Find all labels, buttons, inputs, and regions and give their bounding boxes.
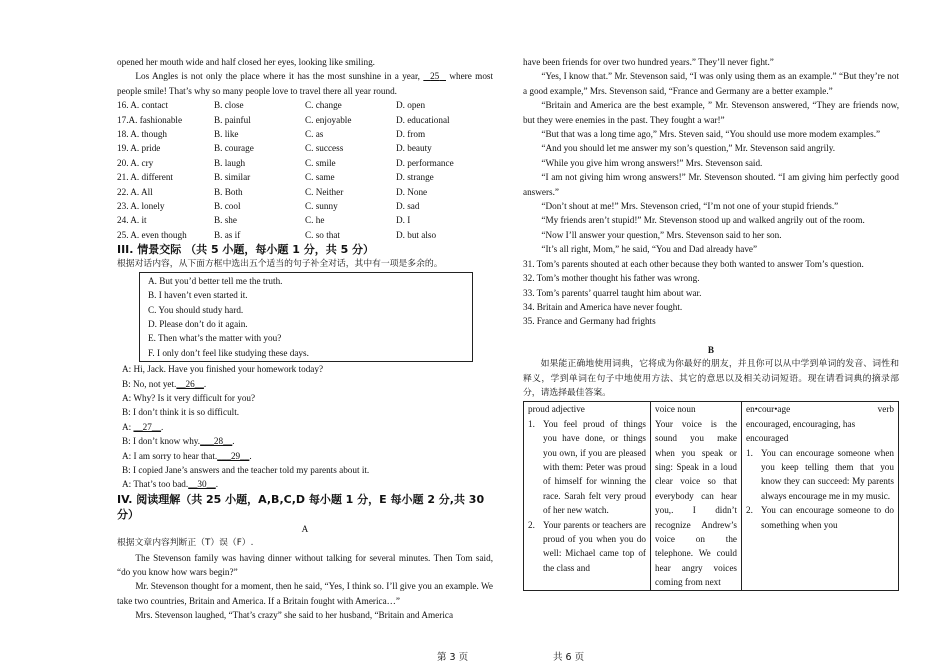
sense-text: Your parents or teachers are proud of you when you do well: Michael came top of the class and xyxy=(543,519,646,573)
option-row xyxy=(117,213,493,227)
story-paragraph: Mr. Stevenson thought for a moment, then he said, “Yes, I think so. I’ll give you an example. We take two countries, Britain and America. If a Britain fought with America…” xyxy=(117,581,493,606)
answer-blank: __30__ xyxy=(188,479,216,490)
options-box xyxy=(139,272,473,362)
option-cell: B. painful xyxy=(214,114,251,125)
story-paragraph: “My friends aren’t stupid!” Mr. Stevenson stood up and walked angrily out of the room. xyxy=(541,215,865,226)
answer-blank: ___29__ xyxy=(217,450,250,461)
option-row xyxy=(117,228,493,242)
story-paragraph: “Yes, I know that.” Mr. Stevenson said, “I was only using them as an example.” “But they’re not a good example,” Mrs. Stevenson said, “France and Germany are a better example.” xyxy=(523,71,899,96)
option-cell: 20. A. cry xyxy=(117,157,154,168)
entry-voice: voice noun Your voice is the sound you make when you speak or sing: Speak in a loud clear voice so that everybody can hear you,. I didn’t recognize Andrew’s voice on the telephone. We could hear angry voices coming from next xyxy=(651,402,742,590)
option-row xyxy=(117,156,493,170)
answer-blank: __26__ xyxy=(176,378,204,389)
answer-blank: __27__ xyxy=(133,421,162,432)
option-cell: C. enjoyable xyxy=(305,114,352,125)
option-cell: D. but also xyxy=(396,229,437,240)
passage-b-intro: 如果能正确地使用词典，它将成为你最好的朋友，并且你可以从中学到单词的发音、词性和释义，学到单词在句子中地使用方法、其它的意思以及相关动词短语。现在请看词典的摘录部分，请选择最佳答案。 xyxy=(523,359,899,398)
dialogue-text: B: I copied Jane’s answers and the teacher told my parents about it. xyxy=(122,464,370,475)
story-paragraph: “And you should let me answer my son’s question,” Mr. Stevenson said angrily. xyxy=(541,143,836,154)
story-paragraph: “Don’t shout at me!” Mrs. Stevenson cried, “I’m not one of your stupid friends.” xyxy=(541,201,839,212)
answer-blank: ___28__ xyxy=(200,436,233,447)
dictionary-table xyxy=(523,401,899,590)
cloze-options xyxy=(117,98,493,242)
box-option: F. I only don’t feel like studying these days. xyxy=(148,347,309,358)
dialogue-text: A: Why? Is it very difficult for you? xyxy=(122,392,256,403)
option-row xyxy=(117,170,493,184)
option-cell: C. success xyxy=(305,143,344,154)
dialogue-text: A: That’s too bad. xyxy=(122,479,189,490)
option-cell: 17.A. fashionable xyxy=(117,114,183,125)
option-cell: C. change xyxy=(305,100,342,111)
dialogue xyxy=(117,362,493,492)
passage-paragraph: Los Angles is not only the place where it has the most sunshine in a year, 25 where most people smile! That’s why so many people love to travel there all year round. xyxy=(117,71,494,96)
option-cell: B. she xyxy=(214,215,237,226)
option-cell: D. educational xyxy=(396,114,450,125)
option-cell: D. strange xyxy=(396,172,434,183)
option-row xyxy=(117,113,493,127)
option-cell: B. Both xyxy=(214,186,243,197)
question-item: 34. Britain and America have never fought. xyxy=(523,301,683,312)
option-cell: 23. A. lonely xyxy=(117,201,165,212)
option-row xyxy=(117,98,493,112)
option-cell: B. similar xyxy=(214,172,251,183)
dialogue-line xyxy=(122,362,493,376)
dialogue-text: B: No, not yet. xyxy=(122,378,177,389)
dictionary-sense xyxy=(746,503,894,532)
dialogue-punct: . xyxy=(232,436,235,447)
option-cell: D. performance xyxy=(396,157,454,168)
dialogue-punct: . xyxy=(161,421,164,432)
option-cell: B. like xyxy=(214,129,239,140)
option-cell: 25. A. even though xyxy=(117,229,187,240)
page-total: 共 6 页 xyxy=(553,652,585,663)
option-row xyxy=(117,141,493,155)
dialogue-line xyxy=(122,477,493,491)
page-number: 第 3 页 xyxy=(437,652,469,663)
option-row xyxy=(117,199,493,213)
option-cell: 24. A. it xyxy=(117,215,147,226)
question-item: 31. Tom’s parents shouted at each other because they both wanted to answer Tom’s question. xyxy=(523,258,864,269)
passage-continuation: opened her mouth wide and half closed her eyes, looking like smiling. xyxy=(117,57,375,67)
dialogue-punct: . xyxy=(249,450,252,461)
dictionary-sense xyxy=(528,518,646,576)
option-cell: D. from xyxy=(396,129,426,140)
right-column xyxy=(523,55,899,591)
option-cell: 16. A. contact xyxy=(117,100,169,111)
dialogue-line xyxy=(122,463,493,477)
story-paragraph: “I am not giving him wrong answers!” Mr. Stevenson shouted. “I am giving him perfectly good answers.” xyxy=(523,172,899,197)
dialogue-punct: . xyxy=(203,378,207,389)
section-3-instructions: 根据对话内容，从下面方框中选出五个适当的句子补全对话，其中有一项是多余的。 xyxy=(117,259,443,270)
question-item: 32. Tom’s mother thought his father was wrong. xyxy=(523,273,700,284)
sense-number: 1. xyxy=(528,418,535,429)
dictionary-sense xyxy=(528,417,646,518)
story-paragraph: The Stevenson family was having dinner without talking for several minutes. Then Tom said, “do you know how wars begin?” xyxy=(117,552,493,577)
story-continuation: have been friends for over two hundred years.” They’ll never fight.” xyxy=(523,57,774,67)
option-cell: 19. A. pride xyxy=(117,143,161,154)
dialogue-line xyxy=(122,377,493,391)
dialogue-text: A: I am sorry to hear that. xyxy=(122,450,218,461)
dialogue-line xyxy=(122,405,493,419)
box-option: D. Please don’t do it again. xyxy=(148,318,248,329)
option-row xyxy=(117,185,493,199)
story-paragraph: “But that was a long time ago,” Mrs. Steven said, “You should use more modem examples.” xyxy=(541,129,881,140)
story-passage-cont xyxy=(523,69,899,256)
option-cell: B. laugh xyxy=(214,157,246,168)
option-cell: C. same xyxy=(305,172,335,183)
option-cell: 22. A. All xyxy=(117,186,153,197)
section-3-title: III. 情景交际 （共 5 小题，每小题 1 分，共 5 分） xyxy=(117,243,375,257)
section-4-title: IV. 阅读理解（共 25 小题，A,B,C,D 每小题 1 分，E 每小题 2 分,共 30 分） xyxy=(117,492,485,521)
entry-proud: proud adjective 1. You feel proud of things you have done, or things you own, if you are pleased with them: Peter was proud of himself for winning the race. Sarah felt very proud of her new watch. 2. Your parents or teachers are proud of you when you do well: Michael came top of the class and xyxy=(524,402,651,590)
dialogue-punct: . xyxy=(215,479,219,490)
option-cell: D. I xyxy=(396,215,411,226)
dialogue-text: A: Hi, Jack. Have you finished your homework today? xyxy=(122,364,324,375)
story-paragraph: “Now I’ll answer your question,” Mrs. Stevenson said to her son. xyxy=(541,229,782,240)
option-cell: C. smile xyxy=(305,157,336,168)
option-cell: B. close xyxy=(214,100,244,111)
option-cell: B. as if xyxy=(214,229,241,240)
sense-text: You can encourage someone when you keep telling them that you know they can succeed: My parents always encourage me in my music. xyxy=(761,447,894,501)
option-row xyxy=(117,127,493,141)
option-cell: B. cool xyxy=(214,201,241,212)
sense-number: 1. xyxy=(746,447,753,458)
passage-a-label: A xyxy=(301,523,309,534)
option-cell: 21. A. different xyxy=(117,172,173,183)
sense-number: 2. xyxy=(746,505,753,516)
passage-b-label: B xyxy=(707,344,715,355)
question-item: 35. France and Germany had frights xyxy=(523,316,656,327)
option-cell: B. courage xyxy=(214,143,254,154)
option-cell: D. None xyxy=(396,186,428,197)
question-list xyxy=(523,257,899,329)
box-option: A. But you’d better tell me the truth. xyxy=(148,275,283,286)
dialogue-text: B: I don’t know why. xyxy=(122,436,201,447)
dialogue-line xyxy=(122,434,493,448)
sense-text: You feel proud of things you have done, or things you own, if you are pleased with them: Peter was proud of himself for winning the race. Sarah felt very proud of her new watch. xyxy=(543,418,646,516)
blank-25: 25 xyxy=(430,71,440,82)
dictionary-sense xyxy=(746,446,894,504)
option-cell: 18. A. though xyxy=(117,129,168,140)
dialogue-line xyxy=(122,449,493,463)
box-option: C. You should study hard. xyxy=(148,304,244,315)
box-option: E. Then what’s the matter with you? xyxy=(148,333,282,344)
option-cell: C. sunny xyxy=(305,201,338,212)
option-cell: C. so that xyxy=(305,229,340,240)
left-column xyxy=(117,55,493,623)
story-paragraph: “Britain and America are the best example, ” Mr. Stevenson answered, “They are friends now, but they were enemies in the past. They fought a war!” xyxy=(523,100,899,125)
section-4-instructions: 根据文章内容判断正（T）误（F）. xyxy=(117,538,254,549)
box-option: B. I haven’t even started it. xyxy=(148,290,248,301)
option-cell: D. beauty xyxy=(396,143,432,154)
dialogue-line xyxy=(122,420,493,434)
dialogue-text: B: I don’t think it is so difficult. xyxy=(122,407,240,418)
option-cell: C. as xyxy=(305,129,324,140)
story-passage xyxy=(117,551,493,623)
question-item: 33. Tom’s parents’ quarrel taught him about war. xyxy=(523,287,702,298)
option-cell: D. sad xyxy=(396,201,420,212)
entry-encourage: en•cour•age verb encouraged, encouraging, has encouraged 1. You can encourage someone when you keep telling them that you know they can succeed: My parents always encourage me in my music. 2. You can encourage someone to do something when you xyxy=(742,402,899,590)
story-paragraph: “While you give him wrong answers!” Mrs. Stevenson said. xyxy=(541,157,763,168)
story-paragraph: Mrs. Stevenson laughed, “That’s crazy” she said to her husband, “Britain and America xyxy=(135,610,454,621)
option-cell: C. he xyxy=(305,215,325,226)
option-cell: C. Neither xyxy=(305,186,344,197)
dialogue-text: A: xyxy=(122,421,134,432)
sense-number: 2. xyxy=(528,519,535,530)
sense-text: You can encourage someone to do something when you xyxy=(761,505,894,530)
story-paragraph: “It’s all right, Mom,” he said, “You and Dad already have” xyxy=(541,244,758,255)
dialogue-line xyxy=(122,391,493,405)
option-cell: D. open xyxy=(396,100,426,111)
